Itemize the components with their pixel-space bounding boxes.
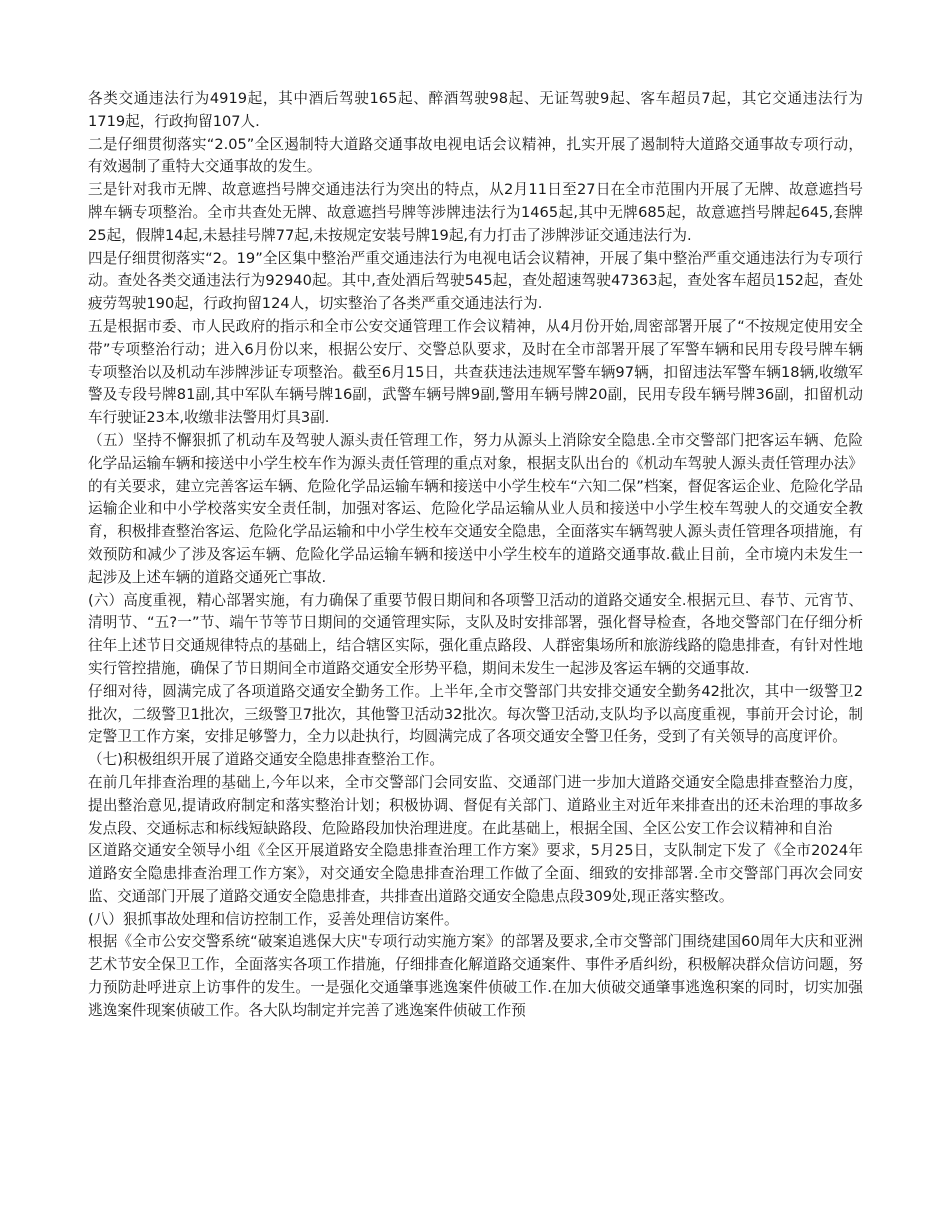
paragraph: 三是针对我市无牌、故意遮挡号牌交通违法行为突出的特点，从2月11日至27日在全市范围内开展了无牌、故意遮挡号牌车辆专项整治。全市共查处无牌、故意遮挡号牌等涉牌违法行为1465起,其中无牌685起，故意遮挡号牌起645,套牌25起，假牌14起,未悬挂号牌77起,未按规定安装号牌19起,有力打击了涉牌涉证交通违法行为. (88, 181, 863, 244)
document-body (88, 88, 863, 1023)
paragraph: 五是根据市委、市人民政府的指示和全市公安交通管理工作会议精神，从4月份开始,周密部署开展了“不按规定使用安全带”专项整治行动；进入6月份以来，根据公安厅、交警总队要求，及时在全市部署开展了军警车辆和民用专段号牌车辆专项整治以及机动车涉牌涉证专项整治。截至6月15日，共查获违法违规军警车辆97辆，扣留违法军警车辆18辆,收缴军警及专段号牌81副,其中军队车辆号牌16副，武警车辆号牌9副,警用车辆号牌20副，民用专段车辆号牌36副，扣留机动车行驶证23本,收缴非法警用灯具3副. (88, 317, 863, 427)
paragraph: 区道路交通安全领导小组《全区开展道路安全隐患排查治理工作方案》要求，5月25日，支队制定下发了《全市2024年道路安全隐患排查治理工作方案》，对交通安全隐患排查治理工作做了全面、细致的安排部署.全市交警部门再次会同安监、交通部门开展了道路交通安全隐患排查，共排查出道路交通安全隐患点段309处,现正落实整改。 (88, 842, 863, 905)
section-heading: （七)积极组织开展了道路交通安全隐患排查整治工作。 (88, 751, 444, 769)
paragraph: 各类交通违法行为4919起，其中酒后驾驶165起、醉酒驾驶98起、无证驾驶9起、客车超员7起，其它交通违法行为1719起，行政拘留107人. (88, 90, 863, 130)
paragraph: 仔细对待，圆满完成了各项道路交通安全勤务工作。上半年,全市交警部门共安排交通安全勤务42批次，其中一级警卫2批次，二级警卫1批次，三级警卫7批次，其他警卫活动32批次。每次警卫活动,支队均予以高度重视，事前开会讨论，制定警卫工作方案，安排足够警力，全力以赴执行，均圆满完成了各项交通安全警卫任务，受到了有关领导的高度评价。 (88, 682, 863, 746)
paragraph: 二是仔细贯彻落实“2.05”全区遏制特大道路交通事故电视电话会议精神，扎实开展了遏制特大道路交通事故专项行动，有效遏制了重特大交通事故的发生。 (88, 135, 863, 176)
paragraph: (六）高度重视，精心部署实施，有力确保了重要节假日期间和各项警卫活动的道路交通安全.根据元旦、春节、元宵节、清明节、“五?一”节、端午节等节日期间的交通管理实际，支队及时安排部署，强化督导检查，各地交警部门在仔细分析往年上述节日交通规律特点的基础上，结合辖区实际，强化重点路段、人群密集场所和旅游线路的隐患排查，有针对性地实行管控措施，确保了节日期间全市道路交通安全形势平稳，期间未发生一起涉及客运车辆的交通事故. (88, 591, 863, 677)
section-heading: (八）狠抓事故处理和信访控制工作，妥善处理信访案件。 (88, 910, 459, 928)
paragraph: 在前几年排查治理的基础上,今年以来，全市交警部门会同安监、交通部门进一步加大道路交通安全隐患排查整治力度，提出整治意见,提请政府制定和落实整治计划；积极协调、督促有关部门、道路业主对近年来排查出的还未治理的事故多发点段、交通标志和标线短缺路段、危险路段加快治理进度。在此基础上，根据全国、全区公安工作会议精神和自治 (88, 773, 863, 837)
paragraph: 四是仔细贯彻落实“2。19”全区集中整治严重交通违法行为电视电话会议精神，开展了集中整治严重交通违法行为专项行动。查处各类交通违法行为92940起。其中,查处酒后驾驶545起，查处超速驾驶47363起，查处客车超员152起，查处疲劳驾驶190起，行政拘留124人，切实整治了各类严重交通违法行为. (88, 249, 863, 313)
paragraph: 根据《全市公安交警系统“破案追逃保大庆"专项行动实施方案》的部署及要求,全市交警部门围绕建国60周年大庆和亚洲艺术节安全保卫工作，全面落实各项工作措施，仔细排查化解道路交通案件、事件矛盾纠纷，积极解决群众信访问题，努力预防赴呼进京上访事件的发生。一是强化交通肇事逃逸案件侦破工作.在加大侦破交通肇事逃逸积案的同时，切实加强逃逸案件现案侦破工作。各大队均制定并完善了逃逸案件侦破工作预 (88, 933, 863, 1019)
paragraph: （五）坚持不懈狠抓了机动车及驾驶人源头责任管理工作，努力从源头上消除安全隐患.全市交警部门把客运车辆、危险化学品运输车辆和接送中小学生校车作为源头责任管理的重点对象，根据支队出台的《机动车驾驶人源头责任管理办法》的有关要求，建立完善客运车辆、危险化学品运输车辆和接送中小学生校车“六知二保”档案，督促客运企业、危险化学品运输企业和中小学校落实安全责任制，加强对客运、危险化学品运输从业人员和接送中小学生校车驾驶人的交通安全教育，积极排查整治客运、危险化学品运输和中小学生校车交通安全隐患，全面落实车辆驾驶人源头责任管理各项措施，有效预防和减少了涉及客运车辆、危险化学品运输车辆和接送中小学生校车的道路交通事故.截止目前，全市境内未发生一起涉及上述车辆的道路交通死亡事故. (88, 431, 863, 586)
